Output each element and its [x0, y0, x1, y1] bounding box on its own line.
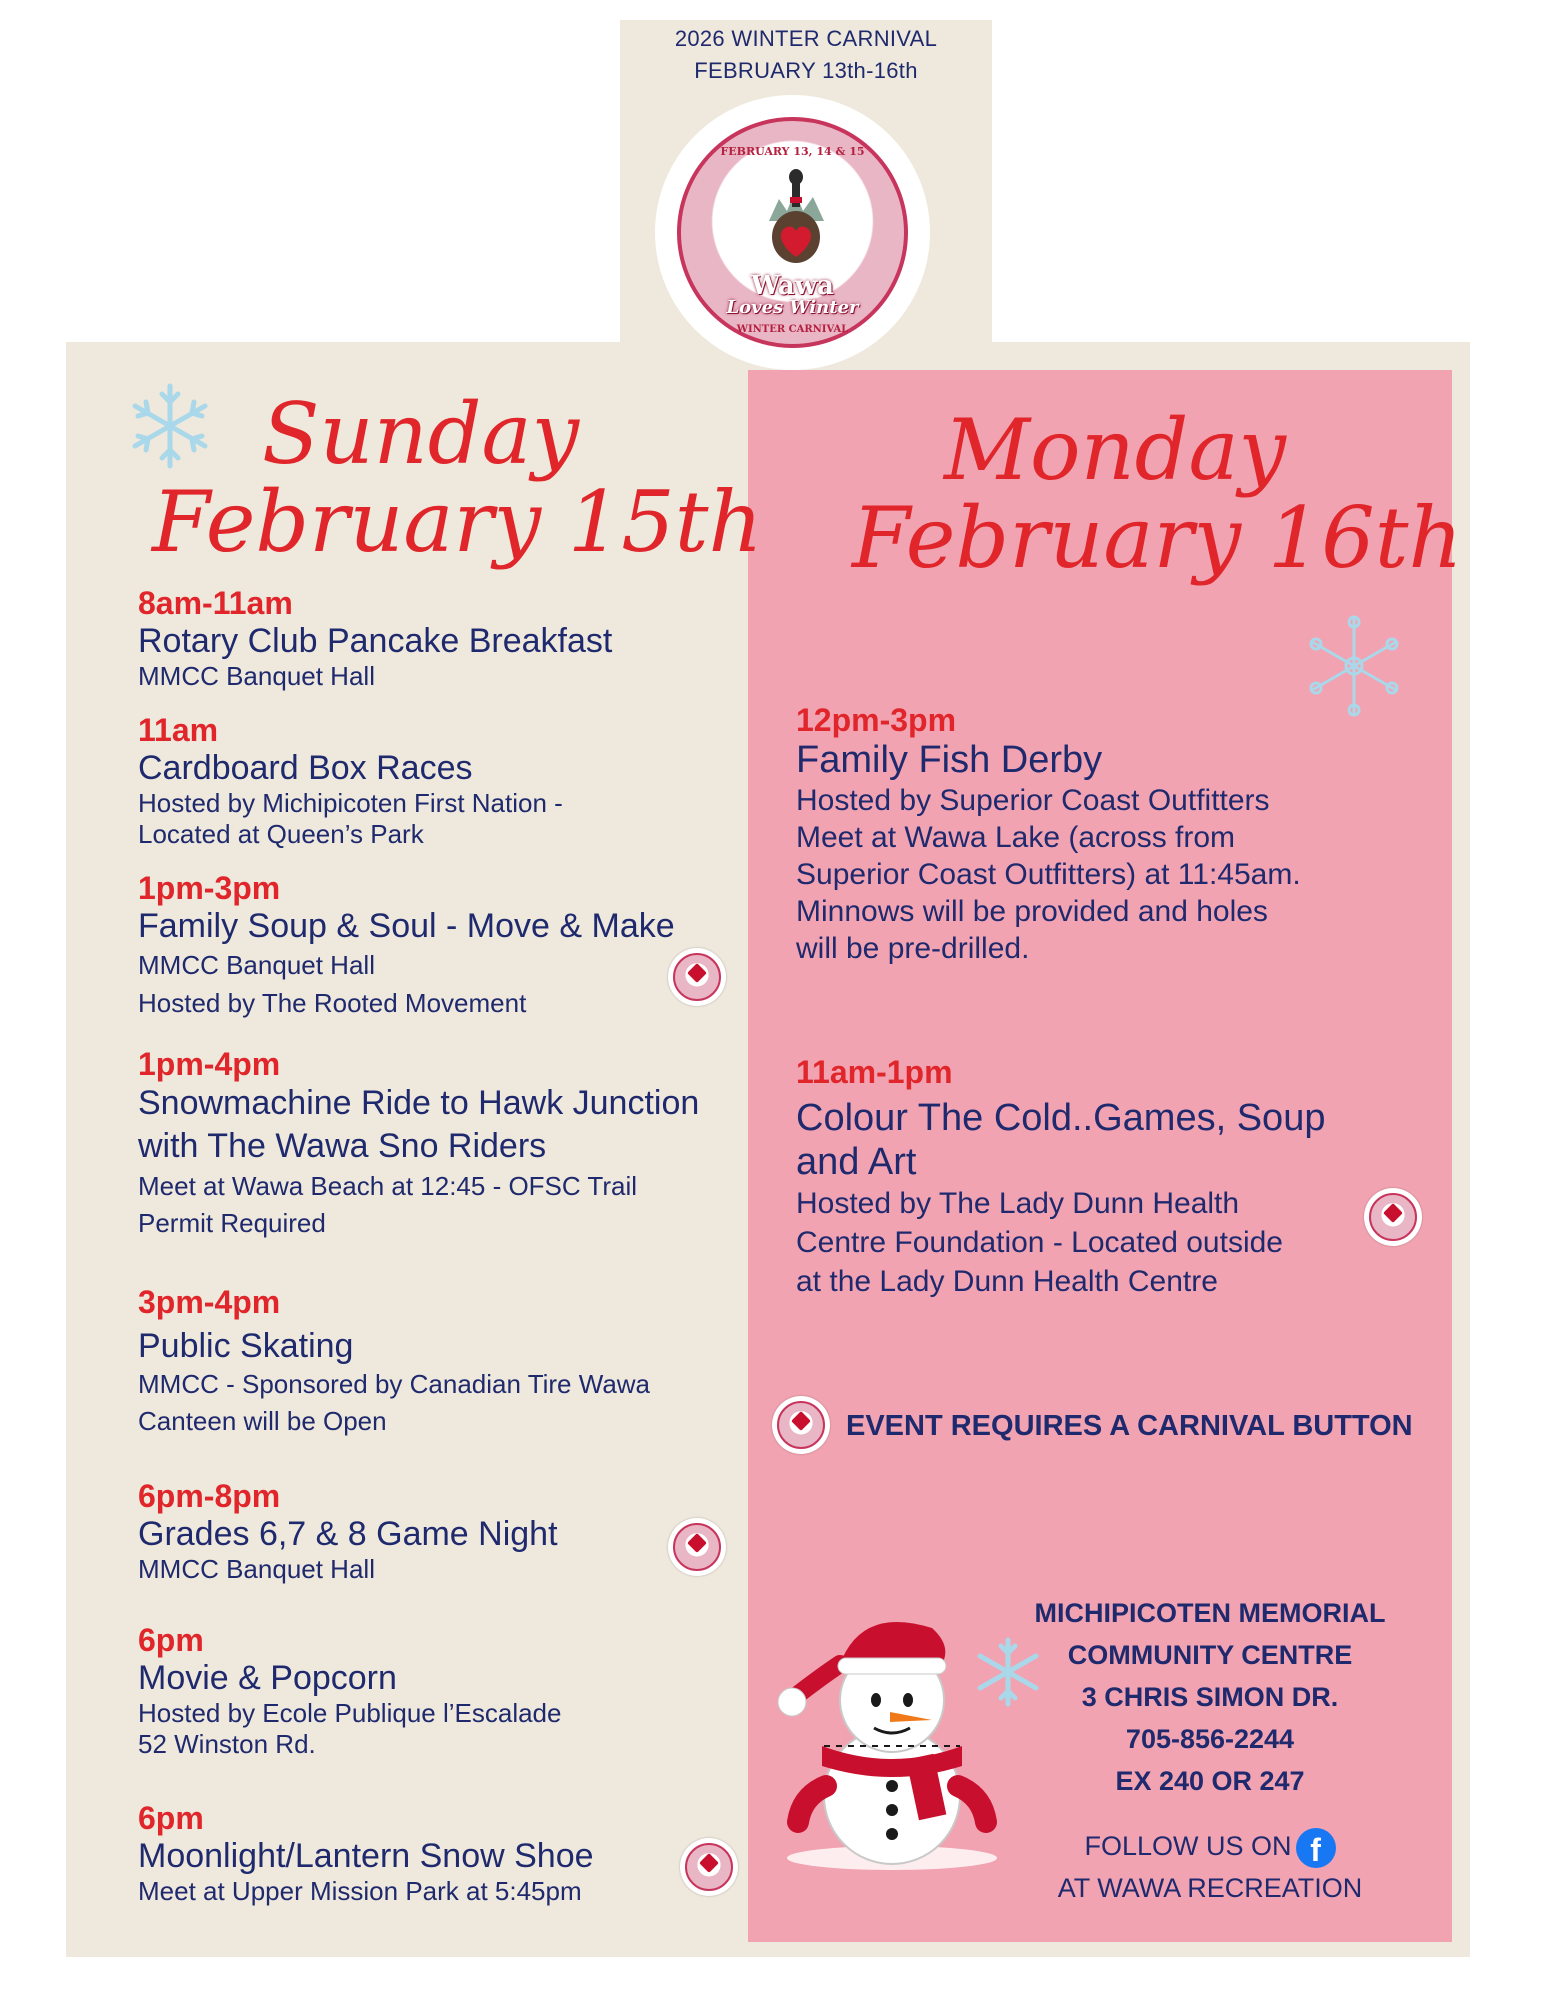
event-detail: MMCC Banquet Hall Hosted by The Rooted Movement [138, 950, 527, 1018]
event-title: Family Soup & Soul - Move & Make [138, 907, 675, 945]
logo-word-wawa: Wawa [750, 271, 834, 301]
sunday-event [138, 870, 758, 1022]
event-title: Cardboard Box Races [138, 749, 473, 787]
sunday-event [138, 1622, 758, 1760]
carnival-logo [655, 95, 930, 370]
event-time: 6pm [138, 1800, 204, 1836]
event-detail: Hosted by Superior Coast Outfitters Meet at Wawa Lake (across from Superior Coast Outfitters) at 11:45am. Minnows will be provided and holes will be pre-drilled. [796, 784, 1301, 965]
follow-text: FOLLOW US ON [1084, 1831, 1292, 1861]
event-time: 12pm-3pm [796, 702, 957, 738]
snowman-illustration [762, 1596, 1012, 1876]
carnival-button-icon [1364, 1188, 1422, 1246]
event-title: Movie & Popcorn [138, 1659, 397, 1697]
sunday-event [138, 1284, 758, 1440]
carnival-button-icon [680, 1838, 738, 1896]
event-detail: Hosted by The Lady Dunn Health Centre Foundation - Located outside at the Lady Dunn Health Centre [796, 1187, 1283, 1298]
event-detail: MMCC Banquet Hall [138, 661, 375, 691]
event-time: 3pm-4pm [138, 1284, 281, 1320]
event-time: 6pm-8pm [138, 1478, 281, 1514]
event-time: 6pm [138, 1622, 204, 1658]
logo-bottom-text: WINTER CARNIVAL [736, 324, 849, 335]
carnival-button-icon [668, 948, 726, 1006]
event-detail: Meet at Upper Mission Park at 5:45pm [138, 1876, 582, 1906]
event-time: 1pm-4pm [138, 1046, 281, 1082]
event-title: Grades 6,7 & 8 Game Night [138, 1515, 558, 1553]
event-time: 8am-11am [138, 585, 293, 621]
sunday-event [138, 1478, 758, 1585]
sunday-event [138, 712, 758, 850]
event-time: 11am [138, 712, 219, 748]
snowflake-icon [124, 380, 216, 472]
contact-phone: 705-856-2244 [1125, 1724, 1295, 1754]
sunday-event [138, 1046, 778, 1242]
facebook-icon[interactable]: f [1296, 1828, 1336, 1868]
goose-icon [759, 161, 834, 271]
event-title: Snowmachine Ride to Hawk Junction with The Wawa Sno Riders [138, 1084, 700, 1165]
logo-arc-text: FEBRUARY 13, 14 & 15 [720, 145, 865, 158]
monday-event [796, 702, 1416, 967]
monday-event [796, 1054, 1416, 1301]
event-title: Family Fish Derby [796, 739, 1103, 781]
sunday-event [138, 585, 758, 692]
monday-heading: Monday [944, 401, 1286, 499]
event-detail: MMCC - Sponsored by Canadian Tire Wawa Canteen will be Open [138, 1369, 651, 1436]
event-title: Moonlight/Lantern Snow Shoe [138, 1837, 594, 1875]
contact-line: MICHIPICOTEN MEMORIAL [1034, 1598, 1386, 1628]
contact-line: COMMUNITY CENTRE [1067, 1640, 1353, 1670]
event-title: Rotary Club Pancake Breakfast [138, 622, 613, 660]
contact-address: 3 CHRIS SIMON DR. [1081, 1682, 1339, 1712]
contact-extension: EX 240 OR 247 [1115, 1766, 1305, 1796]
sunday-event [138, 1800, 758, 1907]
carnival-button-icon [668, 1518, 726, 1576]
event-time: 11am-1pm [796, 1054, 953, 1090]
monday-date-heading: February 16th [852, 489, 1463, 587]
logo-word-loves-winter: Loves Winter [726, 297, 859, 318]
carnival-dates: FEBRUARY 13th-16th [694, 58, 918, 83]
carnival-button-note: EVENT REQUIRES A CARNIVAL BUTTON [846, 1410, 1413, 1442]
event-detail: Meet at Wawa Beach at 12:45 - OFSC Trail Permit Required [138, 1171, 638, 1238]
event-time: 1pm-3pm [138, 870, 281, 906]
event-detail: Hosted by Michipicoten First Nation - Located at Queen’s Park [138, 788, 563, 849]
follow-us [1000, 1826, 1420, 1868]
carnival-title: 2026 WINTER CARNIVAL [674, 26, 938, 51]
sunday-heading: Sunday [262, 385, 580, 483]
carnival-button-icon [772, 1396, 830, 1454]
event-detail: MMCC Banquet Hall [138, 1554, 375, 1584]
event-detail: Hosted by Ecole Publique l’Escalade 52 Winston Rd. [138, 1698, 562, 1759]
event-title: Public Skating [138, 1327, 354, 1365]
follow-handle: AT WAWA RECREATION [1057, 1873, 1363, 1903]
event-title: Colour The Cold..Games, Soup and Art [796, 1097, 1326, 1183]
sunday-date-heading: February 15th [152, 473, 763, 571]
